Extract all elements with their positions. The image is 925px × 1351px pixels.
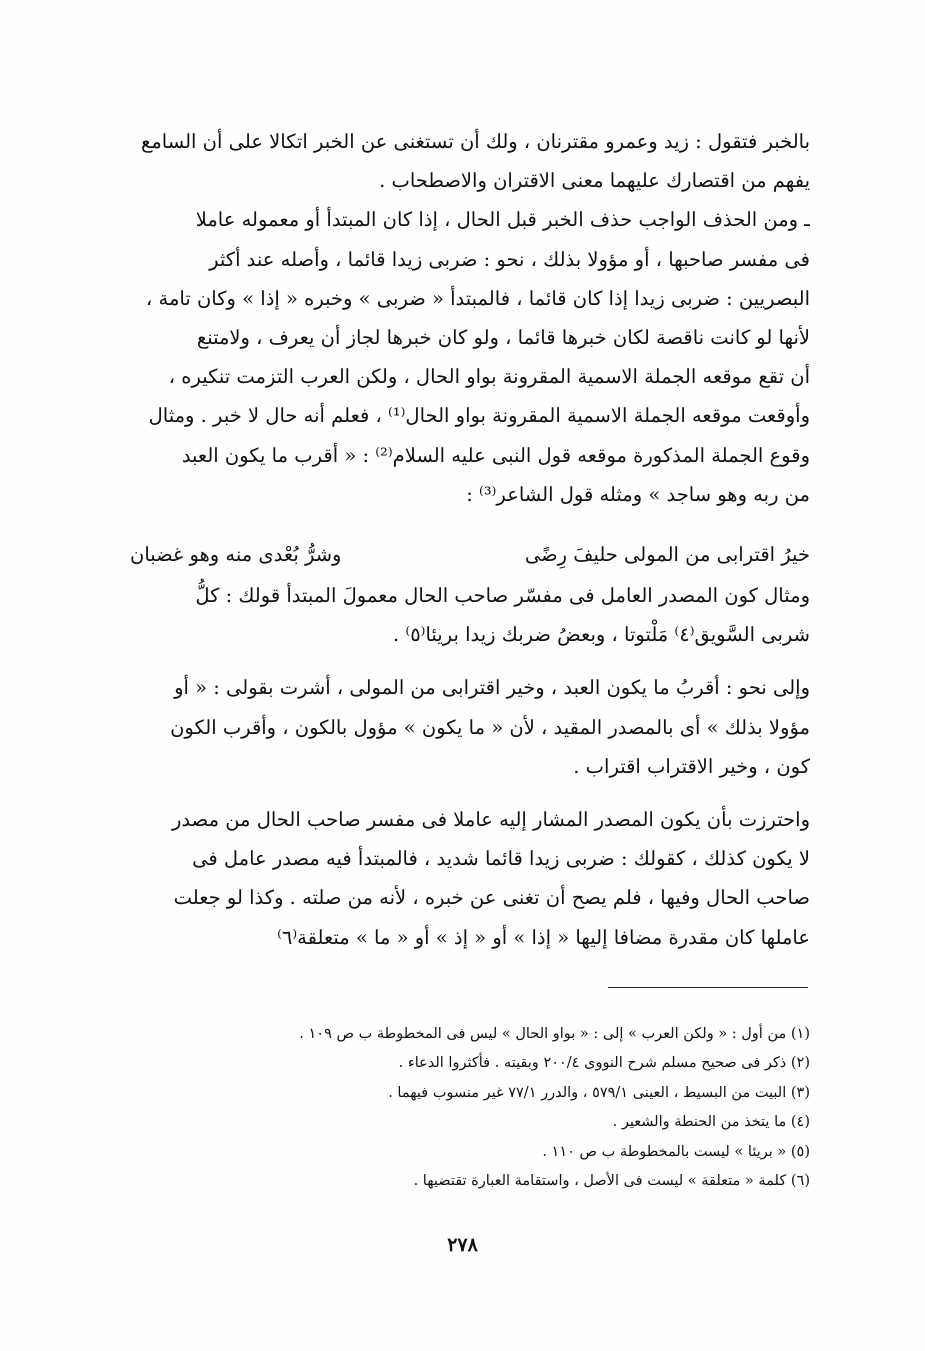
footnote-separator: [608, 987, 808, 988]
footnote: (٣) البيت من البسيط ، العينى ٥٧٩/١ ، والدرر ٧٧/١ غير منسوب فيهما .: [388, 1084, 810, 1101]
text-line: مؤولا بذلك » أى بالمصدر المقيد ، لأن « ما يكون » مؤول بالكون ، وأقرب الكون: [170, 715, 810, 739]
footnote: (٥) « بريئا » ليست بالمخطوطة ب ص ١١٠ .: [542, 1143, 810, 1160]
poetry-verse: [130, 537, 810, 573]
text-line: وقوع الجملة المذكورة موقعه قول النبى عليه السلام⁽²⁾ : « أقرب ما يكون العبد: [181, 443, 810, 467]
main-text-lower: [120, 576, 810, 957]
footnotes: [240, 1020, 810, 1196]
footnote: (٤) ما يتخذ من الحنطة والشعير .: [612, 1114, 810, 1131]
text-line: فى مفسر صاحبها ، أو مؤولا بذلك ، نحو : ضربى زيدا قائما ، وأصله عند أكثر: [209, 247, 810, 271]
text-line: بالخبر فتقول : زيد وعمرو مقترنان ، ولك أن تستغنى عن الخبر اتكالا على أن السامع: [140, 130, 810, 153]
text-line: أن تقع موقعه الجملة الاسمية المقرونة بواو الحال ، ولكن العرب التزمت تنكيره ،: [168, 365, 810, 389]
text-line: البصريين : ضربى زيدا إذا كان قائما ، فالمبتدأ « ضربى » وخبره « إذا » وكان تامة ،: [146, 286, 810, 310]
footnote: (٦) كلمة « متعلقة » ليست فى الأصل ، واستقامة العبارة تقتضيها .: [413, 1173, 810, 1190]
text-line: ـ ومن الحذف الواجب حذف الخبر قبل الحال ، إذا كان المبتدأ أو معموله عاملا: [195, 208, 810, 232]
main-text-upper: [120, 122, 810, 514]
text-line: واحترزت بأن يكون المصدر المشار إليه عاملا فى مفسر صاحب الحال من مصدر: [172, 807, 810, 831]
page-number: ٢٧٨: [447, 1234, 478, 1256]
verse-hemistich-first: خيرُ اقترابى من المولى حليفَ رِضًى: [524, 543, 810, 566]
footnote: (١) من أول : « ولكن العرب » إلى : « بواو الحال » ليس فى المخطوطة ب ص ١٠٩ .: [299, 1026, 810, 1042]
verse-hemistich-second: وشرُّ بُعْدى منه وهو غضبان: [130, 543, 342, 566]
text-line: كون ، وخير الاقتراب اقتراب .: [573, 754, 810, 778]
text-line: وأوقعت موقعه الجملة الاسمية المقرونة بواو الحال⁽¹⁾ ، فعلم أنه حال لا خبر . ومثال: [148, 404, 810, 428]
text-line: ومثال كون المصدر العامل فى مفسّر صاحب الحال معمولَ المبتدأ قولك : كلُّ: [195, 584, 810, 607]
text-line: لا يكون كذلك ، كقولك : ضربى زيدا قائما شديد ، فالمبتدأ فيه مصدر عامل فى: [192, 847, 810, 871]
text-line: وإلى نحو : أقربُ ما يكون العبد ، وخير اقترابى من المولى ، أشرت بقولى : « أو: [174, 676, 810, 700]
text-line: من ربه وهو ساجد » ومثله قول الشاعر⁽³⁾ :: [466, 482, 810, 506]
text-line: يفهم من اقتصارك عليهما معنى الاقتران والاصطحاب .: [379, 169, 810, 193]
text-line: شربى السَّويق⁽٤⁾ مَلْتوتا ، وبعضُ ضربك زيدا بريئا⁽٥⁾ .: [393, 623, 810, 647]
text-line: صاحب الحال وفيها ، فلم يصح أن تغنى عن خبره ، لأنه من صلته . وكذا لو جعلت: [173, 886, 810, 910]
text-line: عاملها كان مقدرة مضافا إليها « إذا » أو « إذ » أو « ما » متعلقة⁽٦⁾: [277, 925, 810, 949]
text-line: لأنها لو كانت ناقصة لكان خبرها قائما ، ولو كان خبرها لجاز أن يعرف ، ولامتنع: [196, 325, 810, 349]
footnote: (٢) ذكر فى صحيح مسلم شرح النووى ٢٠٠/٤ وبقيته . فأكثروا الدعاء .: [398, 1055, 810, 1072]
